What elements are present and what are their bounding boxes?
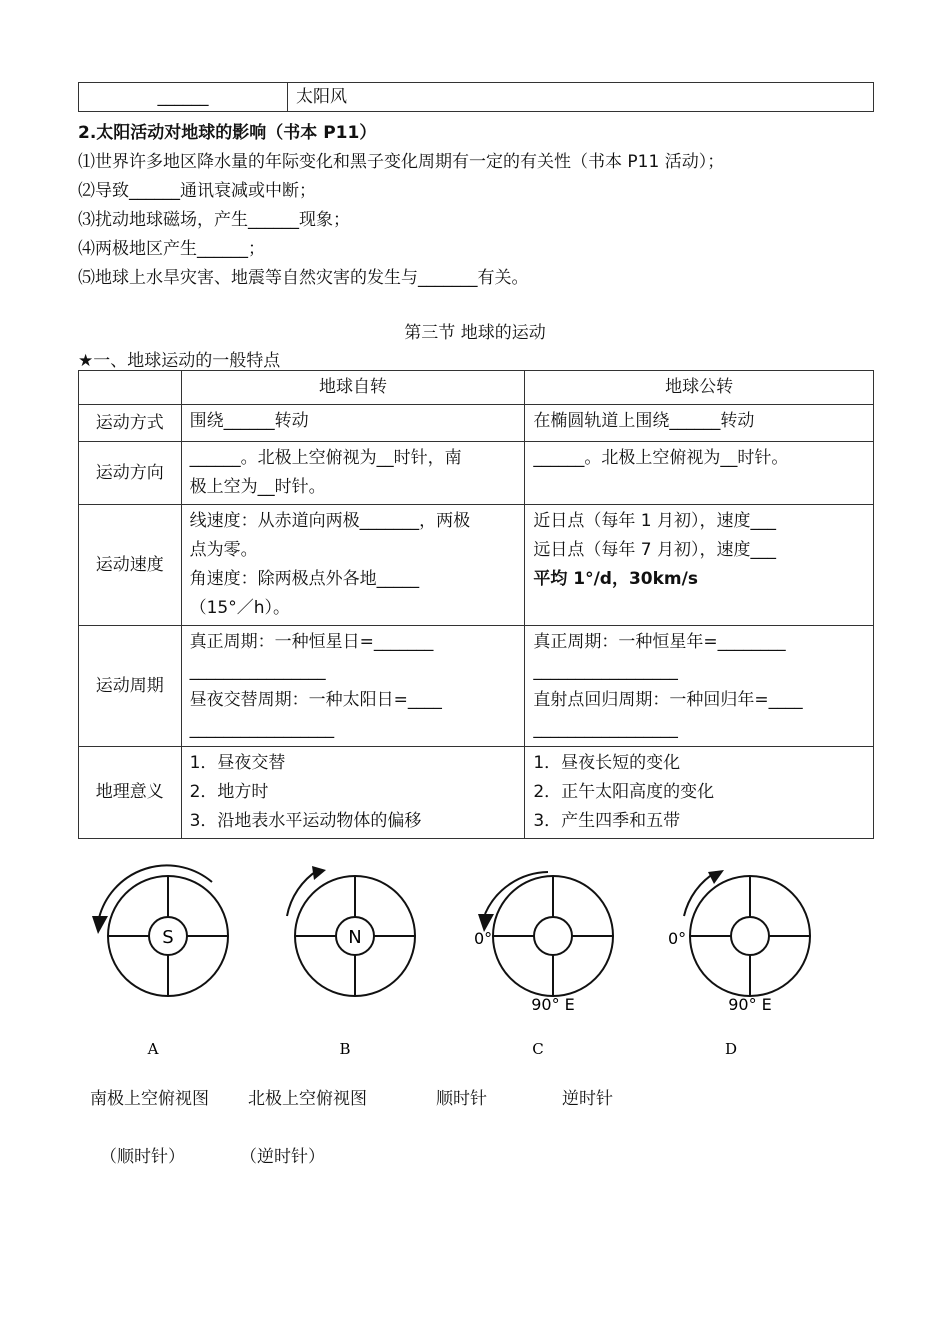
row-label-period: 运动周期 [79,626,182,747]
cell-rotation-speed: 线速度：从赤道向两极_______，两极 点为零。 角速度：除两极点外各地_____ （15°／h）。 [181,505,525,626]
section2-item-1: ⑴世界许多地区降水量的年际变化和黑子变化周期有一定的有关性（书本 P11 活动）； [78,152,725,172]
diagram-c-letter: C [532,1040,544,1058]
diagram-d [668,870,810,1014]
top-table [78,82,874,112]
caption-c: 顺时针 [436,1089,487,1109]
rotation-arrow-arc [99,865,212,918]
cell-rotation-direction: ______。北极上空俯视为__时针，南 极上空为__时针。 [181,442,525,505]
arrowhead-icon [708,870,724,884]
section2-item-4: ⑷两极地区产生______； [78,239,265,259]
caption-a-sub: （顺时针） [100,1147,185,1167]
diagram-a-letter: A [147,1040,159,1058]
diagram-d-letter: D [724,1040,738,1058]
cell-revolution-direction: ______。北极上空俯视为__时针。 [525,442,874,505]
cell-revolution-significance: 1．昼夜长短的变化 2．正午太阳高度的变化 3．产生四季和五带 [525,747,874,839]
top-table-left-cell: ______ [79,83,288,112]
section2-title: 2.太阳活动对地球的影响（书本 P11） [78,123,377,143]
diagram-c [474,872,613,1014]
caption-a: 南极上空俯视图 [90,1089,209,1109]
diagram-b-letter: B [339,1040,351,1058]
arrowhead-icon [92,916,108,934]
section3-title: 第三节 地球的运动 [404,323,546,343]
diagram-c-bottom-label: 90° E [531,995,575,1014]
cell-rotation-period: 真正周期：一种恒星日=_______ ________________ 昼夜交替周期：一种太阳日=____ _________________ [181,626,525,747]
section2-item-3: ⑶扰动地球磁场，产生______现象； [78,210,350,230]
top-table-right-cell: 太阳风 [288,83,874,112]
row-label-direction: 运动方向 [79,442,182,505]
header-rotation: 地球自转 [181,371,525,405]
diagram-a [92,865,228,996]
header-revolution: 地球公转 [525,371,874,405]
cell-rotation-method: 围绕______转动 [181,405,525,442]
rotation-arrow-arc [684,872,716,916]
section3-subtitle: ★一、地球运动的一般特点 [78,351,281,371]
diagram-a-center-label: S [162,927,174,948]
section2-item-2: ⑵导致______通讯衰减或中断； [78,181,316,201]
section2-item-5: ⑸地球上水旱灾害、地震等自然灾害的发生与_______有关。 [78,268,529,288]
row-label-significance: 地理意义 [79,747,182,839]
cell-revolution-speed: 近日点（每年 1 月初），速度___ 远日点（每年 7 月初），速度___ 平均 1°/d，30km/s [525,505,874,626]
arrowhead-icon [312,866,326,880]
cell-rotation-significance: 1．昼夜交替 2．地方时 3．沿地表水平运动物体的偏移 [181,747,525,839]
rotation-diagrams [0,858,950,1088]
diagram-c-left-label: 0° [474,929,493,948]
diagram-b [287,866,415,996]
caption-b-sub: （逆时针） [240,1147,325,1167]
caption-b: 北极上空俯视图 [248,1089,367,1109]
diagram-d-left-label: 0° [668,929,687,948]
diagram-b-center-label: N [348,927,362,948]
cell-revolution-method: 在椭圆轨道上围绕______转动 [525,405,874,442]
row-label-method: 运动方式 [79,405,182,442]
diagram-d-bottom-label: 90° E [728,995,772,1014]
row-label-speed: 运动速度 [79,505,182,626]
header-empty [79,371,182,405]
cell-revolution-period: 真正周期：一种恒星年=________ _________________ 直射点回归周期：一种回归年=____ _________________ [525,626,874,747]
caption-d: 逆时针 [562,1089,613,1109]
motion-table [78,370,874,839]
